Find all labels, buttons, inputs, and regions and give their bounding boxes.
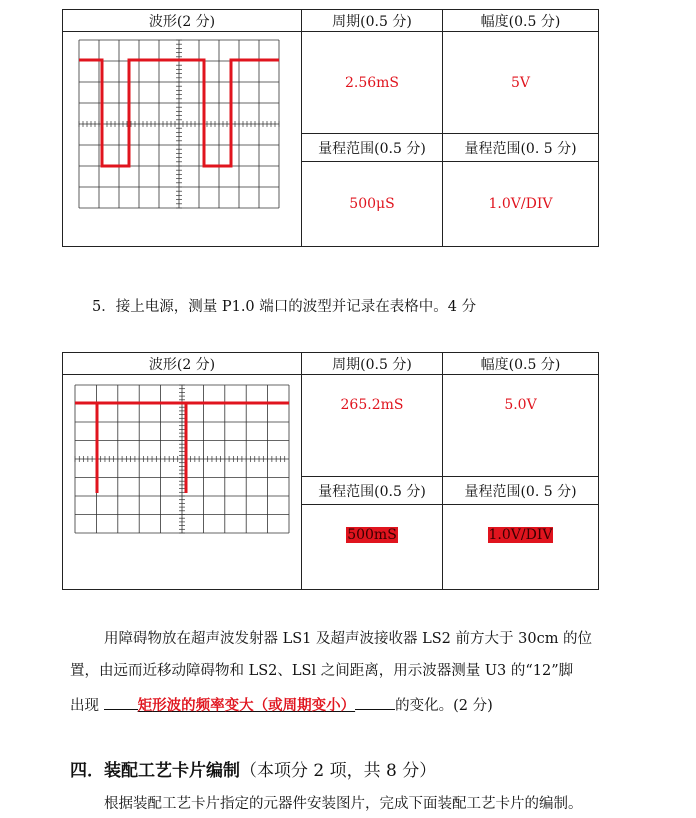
oscilloscope-trace-1 <box>63 32 302 246</box>
amplitude-value: 5V <box>443 32 599 134</box>
waveform-table-1 <box>62 9 599 247</box>
final-line: 根据装配工艺卡片指定的元器件安装图片，完成下面装配工艺卡片的编制。 <box>104 796 583 812</box>
question-5: 5．接上电源，测量 P1.0 端口的波型并记录在表格中。4 分 <box>92 299 477 315</box>
section-note: （本项分 2 项，共 8 分） <box>240 761 437 781</box>
period-value: 2.56mS <box>302 32 443 134</box>
range-time-value <box>302 504 443 589</box>
paragraph-line-2: 置，由远而近移动障碍物和 LS2、LSl 之间距离，用示波器测量 U3 的“12”脚 <box>70 663 574 679</box>
section-title: 四．装配工艺卡片编制 <box>70 761 240 781</box>
line3-prefix: 出现 <box>70 698 99 714</box>
oscilloscope-trace-2 <box>63 375 302 589</box>
paragraph-line-1: 用障碍物放在超声波发射器 LS1 及超声波接收器 LS2 前方大于 30cm 的位 <box>104 631 593 647</box>
header-waveform: 波形(2 分) <box>63 353 302 375</box>
header-range-time: 量程范围(0.5 分) <box>302 477 443 504</box>
header-period: 周期(0.5 分) <box>302 10 443 32</box>
blank-trail <box>355 693 395 710</box>
section-4-heading <box>70 756 436 781</box>
waveform-cell <box>63 32 302 247</box>
blank-lead <box>104 693 138 710</box>
range-time-value: 500μS <box>302 161 443 246</box>
fill-in-answer: 矩形波的频率变大（或周期变小） <box>137 698 356 714</box>
highlighted-range-time: 500mS <box>347 526 397 543</box>
paragraph-line-3 <box>70 693 493 716</box>
amplitude-text: 5.0V <box>504 397 537 413</box>
header-amplitude: 幅度(0.5 分) <box>443 10 599 32</box>
header-period: 周期(0.5 分) <box>302 353 443 375</box>
line3-suffix: 的变化。(2 分) <box>395 698 493 714</box>
period-value <box>302 375 443 477</box>
header-range-volt: 量程范围(0. 5 分) <box>443 134 599 161</box>
waveform-table-2 <box>62 352 599 590</box>
amplitude-value <box>443 375 599 477</box>
header-waveform: 波形(2 分) <box>63 10 302 32</box>
range-volt-value <box>443 504 599 589</box>
period-text: 265.2mS <box>340 397 404 413</box>
waveform-cell <box>63 375 302 590</box>
header-range-volt: 量程范围(0. 5 分) <box>443 477 599 504</box>
range-volt-value: 1.0V/DIV <box>443 161 599 246</box>
header-amplitude: 幅度(0.5 分) <box>443 353 599 375</box>
header-range-time: 量程范围(0.5 分) <box>302 134 443 161</box>
highlighted-range-volt: 1.0V/DIV <box>488 526 553 543</box>
